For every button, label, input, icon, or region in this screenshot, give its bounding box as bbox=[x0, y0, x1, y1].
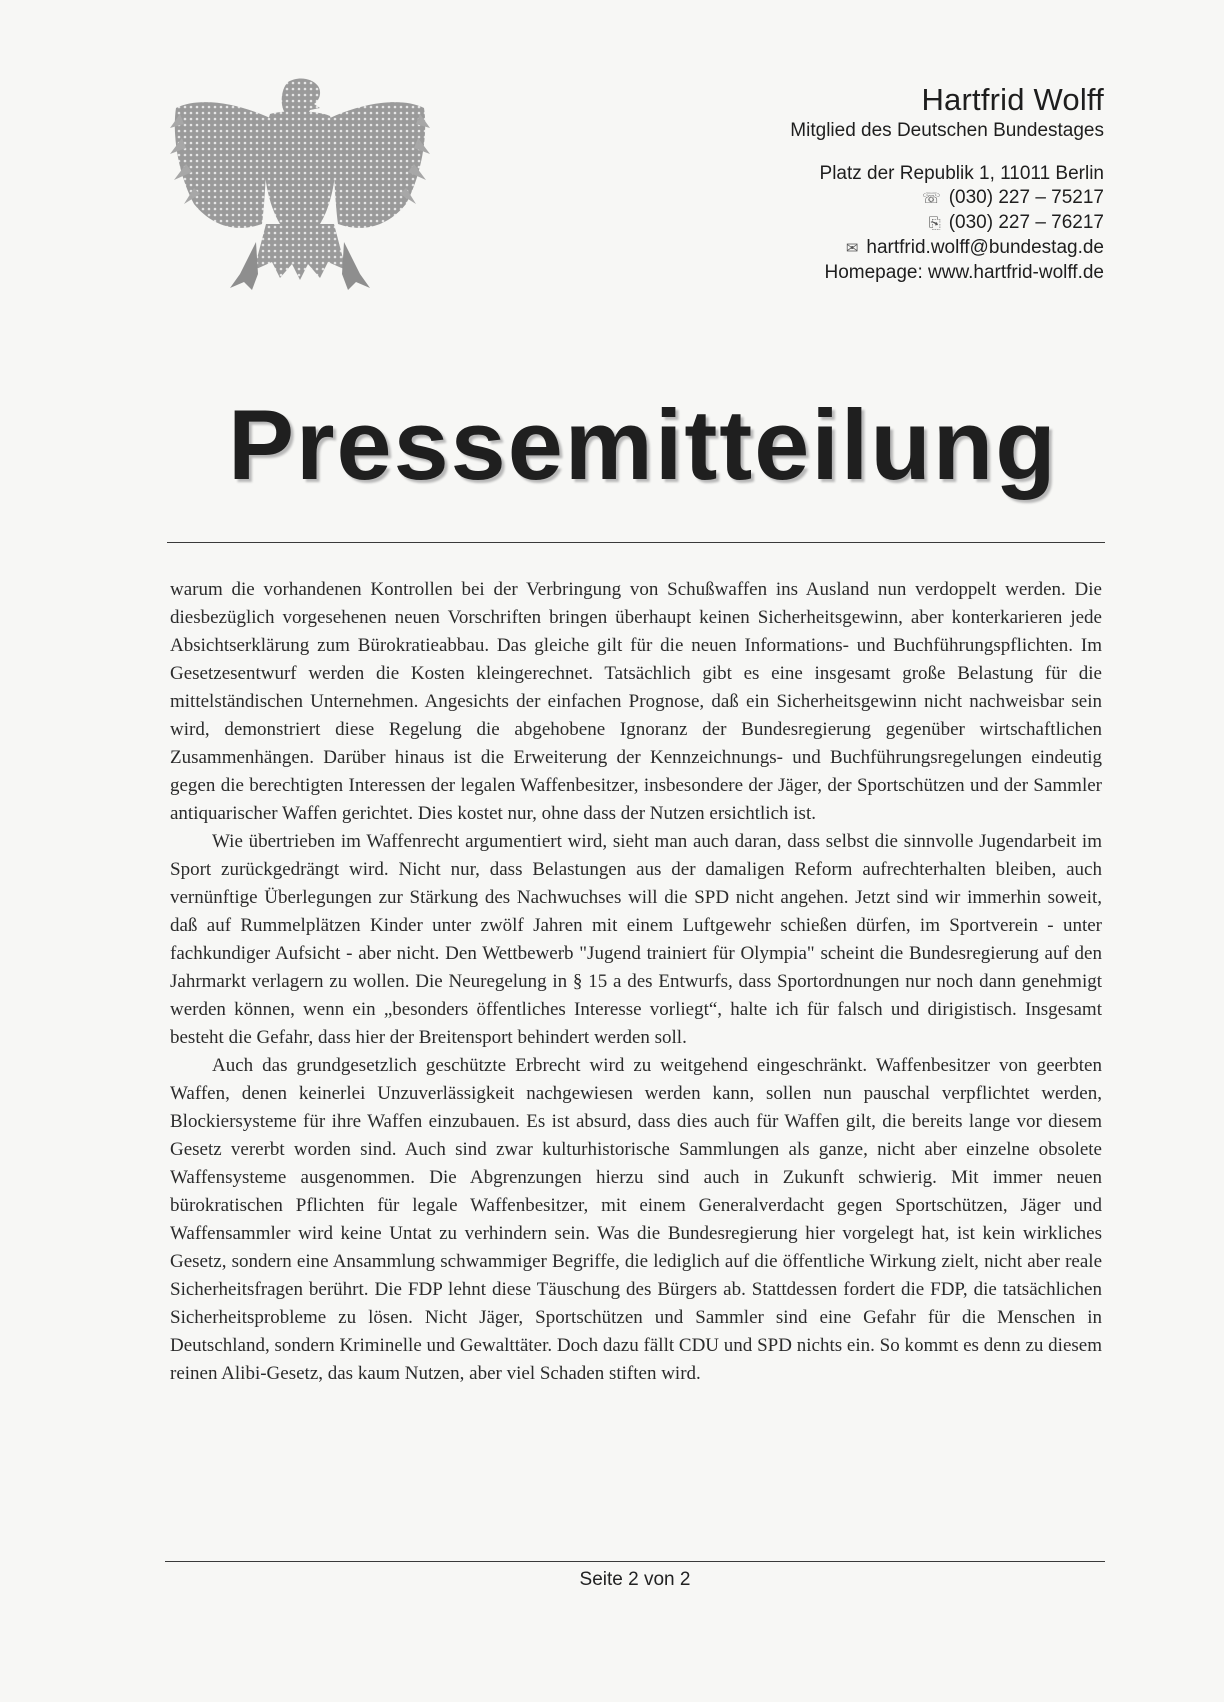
phone-number: (030) 227 – 75217 bbox=[948, 187, 1104, 208]
envelope-icon: ✉ bbox=[845, 240, 859, 257]
email-link[interactable]: hartfrid.wolff@bundestag.de bbox=[866, 237, 1104, 258]
footer-divider bbox=[165, 1561, 1105, 1562]
address-line: Platz der Republik 1, 11011 Berlin bbox=[819, 163, 1104, 184]
email-line bbox=[790, 236, 1104, 261]
header-divider bbox=[167, 542, 1105, 543]
member-name: Hartfrid Wolff bbox=[921, 82, 1104, 117]
contact-block bbox=[790, 82, 1104, 285]
paragraph-3: Auch das grundgesetzlich geschützte Erbrecht wird zu weitgehend eingeschränkt. Waffenbesitzer von geerbten Waffen, denen keinerlei Unzuverlässigkeit nachgewiesen werden kann, sollen nun pauschal verpflichtet werden, Blockiersysteme für ihre Waffen einzubauen. Es ist absurd, dass dies auch für Waffen gilt, die bereits lange vor diesem Gesetz vererbt worden sind. Auch sind zwar kulturhistorische Sammlungen als ganze, nicht aber einzelne obsolete Waffensysteme ausgenommen. Die Abgrenzungen hierzu sind auch in Zukunft schwierig. Mit immer neuen bürokratischen Pflichten für legale Waffenbesitzer, mit einem Generalverdacht gegen Sportschützen, Jäger und Waffensammler wird keine Untat zu verhindern sein. Was die Bundesregierung hier vorgelegt hat, ist kein wirkliches Gesetz, sondern eine Ansammlung schwammiger Begriffe, die lediglich auf die öffentliche Wirkung zielt, nicht aber reale Sicherheitsfragen berührt. Die FDP lehnt diese Täuschung des Bürgers ab. Stattdessen fordert die FDP, die tatsächlichen Sicherheitsprobleme zu lösen. Nicht Jäger, Sportschützen und Sammler sind eine Gefahr für die Menschen in Deutschland, sondern Kriminelle und Gewalttäter. Doch dazu fällt CDU und SPD nichts ein. So kommt es denn zu diesem reinen Alibi-Gesetz, das kaum Nutzen, aber viel Schaden stiften wird. bbox=[170, 1055, 1102, 1384]
page-title: Pressemitteilung bbox=[228, 389, 1058, 500]
press-release-body bbox=[170, 576, 1102, 1388]
paragraph-1: warum die vorhandenen Kontrollen bei der Verbringung von Schußwaffen ins Ausland nun verdoppelt werden. Die diesbezüglich vorgesehenen neuen Vorschriften bringen überhaupt keinen Sicherheitsgewinn, aber konterkarieren jede Absichtserklärung zum Bürokratieabbau. Das gleiche gilt für die neuen Informations- und Buchführungspflichten. Im Gesetzesentwurf werden die Kosten kleingerechnet. Tatsächlich gibt es eine insgesamt große Belastung für die mittelständischen Unternehmen. Angesichts der einfachen Prognose, daß ein Sicherheitsgewinn nicht nachweisbar sein wird, demonstriert diese Regelung die abgehobene Ignoranz der Bundesregierung gegenüber wirtschaftlichen Zusammenhängen. Darüber hinaus ist die Erweiterung der Kennzeichnungs- und Buchführungsregelungen eindeutig gegen die berechtigten Interessen der legalen Waffenbesitzer, insbesondere der Jäger, der Sportschützen und der Sammler antiquarischer Waffen gerichtet. Dies kostet nur, ohne dass der Nutzen ersichtlich ist. bbox=[170, 579, 1102, 824]
bundestag-eagle-icon bbox=[170, 74, 430, 294]
fax-number: (030) 227 – 76217 bbox=[948, 212, 1104, 233]
homepage-link[interactable]: Homepage: www.hartfrid-wolff.de bbox=[824, 262, 1104, 283]
paragraph-2: Wie übertrieben im Waffenrecht argumentiert wird, sieht man auch daran, dass selbst die sinnvolle Jugendarbeit im Sport zurückgedrängt wird. Nicht nur, dass Belastungen aus der damaligen Reform aufrechterhalten bleiben, auch vernünftige Überlegungen zur Stärkung des Nachwuchses will die SPD nicht angehen. Jetzt sind wir immerhin soweit, daß auf Rummelplätzen Kinder unter zwölf Jahren mit einem Luftgewehr schießen dürfen, im Sportverein - unter fachkundiger Aufsicht - aber nicht. Den Wettbewerb "Jugend trainiert für Olympia" scheint die Bundesregierung auf den Jahrmarkt verlagern zu wollen. Die Neuregelung in § 15 a des Entwurfs, dass Sportordnungen nur noch dann genehmigt werden können, wenn ein „besonders öffentliches Interesse vorliegt“, halte ich für falsch und dirigistisch. Insgesamt besteht die Gefahr, dass hier der Breitensport behindert werden soll. bbox=[170, 831, 1102, 1048]
phone-line bbox=[790, 186, 1104, 211]
page-number: Seite 2 von 2 bbox=[579, 1569, 691, 1590]
fax-icon: ⎘ bbox=[928, 215, 941, 232]
member-role: Mitglied des Deutschen Bundestages bbox=[790, 120, 1104, 141]
fax-line bbox=[790, 211, 1104, 236]
telephone-icon: ☏ bbox=[921, 190, 941, 207]
